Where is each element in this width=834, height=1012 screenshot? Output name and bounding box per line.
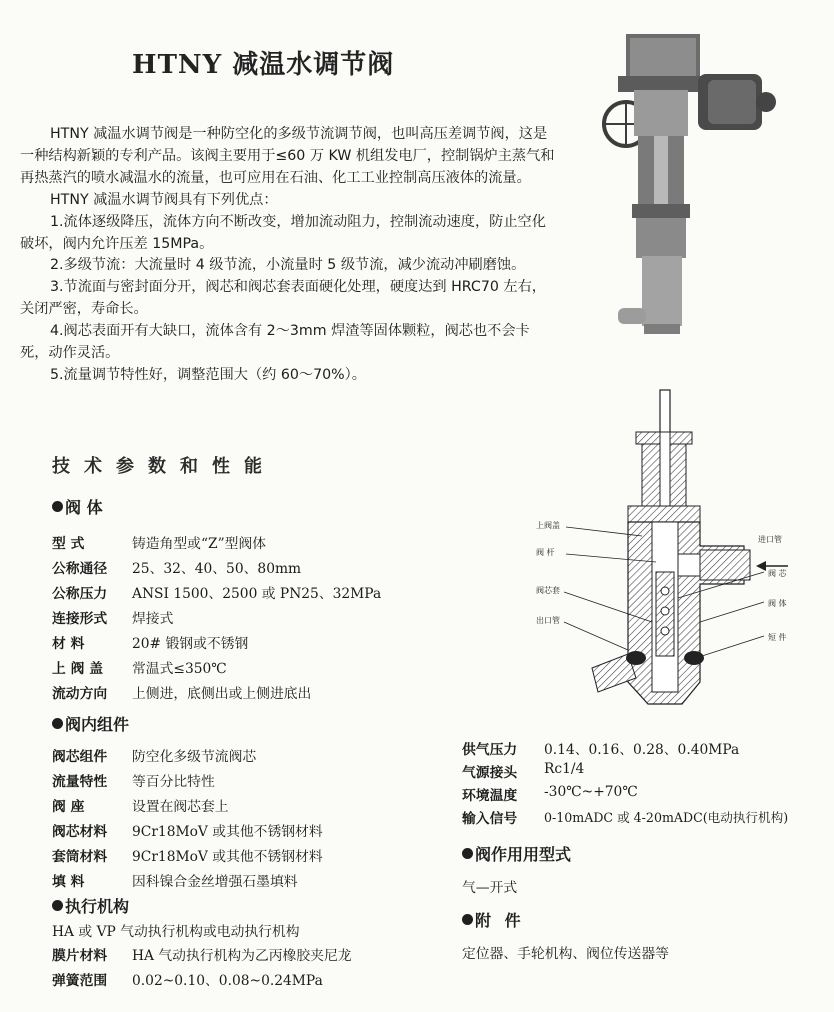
accessories-heading: 附 件 xyxy=(462,908,525,931)
valve-body-heading: 阀 体 xyxy=(52,495,103,518)
intro-paragraph: 4.阀芯表面开有大缺口，流体含有 2～3mm 焊渣等固体颗粒，阀芯也不会卡死，动作灵活。 xyxy=(20,323,530,362)
intro-paragraph: HTNY 减温水调节阀具有下列优点： xyxy=(50,191,278,208)
action-value: 气—开式 xyxy=(462,880,518,896)
accessories-value: 定位器、手轮机构、阀位传送器等 xyxy=(462,946,669,962)
bullet-icon xyxy=(52,501,63,512)
bullet-icon xyxy=(52,718,63,729)
label-outlet: 出口管 xyxy=(536,616,560,625)
bullet-icon xyxy=(462,914,473,925)
valve-section-drawing xyxy=(532,386,822,726)
valve-photo xyxy=(598,28,814,340)
intro-paragraph: 3.节流面与密封面分开，阀芯和阀芯套表面硬化处理，硬度达到 HRC70 左右，关闭严密，寿命长。 xyxy=(20,279,546,318)
intro-text xyxy=(20,124,555,387)
label-inlet: 进口管 xyxy=(758,535,782,544)
intro-paragraph: 1.流体逐级降压，流体方向不断改变，增加流动阻力，控制流动速度，防止空化破坏，阀内允许压差 15MPa。 xyxy=(20,213,546,252)
label-bonnet: 上阀盖 xyxy=(536,521,560,530)
intro-paragraph: 2.多级节流：大流量时 4 级节流，小流量时 5 级节流，减少流动冲刷磨蚀。 xyxy=(50,257,526,274)
actuator-type: HA 或 VP 气动执行机构或电动执行机构 xyxy=(52,924,300,940)
bullet-icon xyxy=(462,848,473,859)
label-stem: 阀 杆 xyxy=(536,548,555,557)
intro-paragraph: HTNY 减温水调节阀是一种防空化的多级节流调节阀，也叫高压差调节阀，这是一种结构新颖的专利产品。该阀主要用于≤60 万 KW 机组发电厂，控制锅炉主蒸气和再热蒸汽的喷水减温水的流量，也可应用在石油、化工工业控制高压液体的流量。 xyxy=(20,126,555,186)
action-heading: 阀作用用型式 xyxy=(462,842,571,865)
bullet-icon xyxy=(52,900,63,911)
intro-paragraph: 5.流量调节特性好，调整范围大（约 60～70%）。 xyxy=(50,366,366,383)
specs-section-title: 技术参数和性能 xyxy=(52,456,276,477)
label-cage: 阀芯套 xyxy=(536,586,560,595)
actuator-heading: 执行机构 xyxy=(52,894,129,917)
internals-heading: 阀内组件 xyxy=(52,712,129,735)
label-plug: 阀 芯 xyxy=(768,569,787,578)
label-body: 阀 体 xyxy=(768,599,787,608)
label-nipple: 短 件 xyxy=(768,633,787,642)
page-title: HTNY 减温水调节阀 xyxy=(132,50,395,80)
